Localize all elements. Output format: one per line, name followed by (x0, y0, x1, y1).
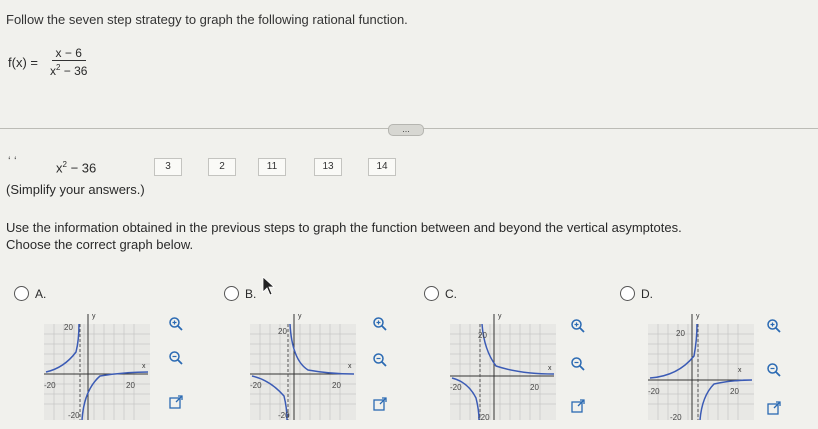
option-a-label: A. (35, 286, 47, 301)
simplify-hint: (Simplify your answers.) (6, 182, 145, 197)
y-max-label: 20 (278, 327, 287, 336)
zoom-in-icon[interactable] (168, 316, 184, 332)
zoom-out-icon[interactable] (168, 350, 184, 366)
option-b-radio[interactable] (224, 286, 239, 301)
y-max-label: 20 (478, 331, 487, 340)
answer-box-1[interactable]: 3 (154, 158, 182, 176)
zoom-out-icon[interactable] (570, 356, 586, 372)
x-axis-label: x (738, 367, 742, 374)
instruction-text: Follow the seven step strategy to graph the following rational function. (6, 12, 408, 27)
y-max-label: 20 (64, 323, 73, 332)
x-min-label: -20 (450, 383, 462, 392)
x-min-label: -20 (44, 381, 56, 390)
expand-graph-icon[interactable] (570, 398, 586, 414)
answer-box-5[interactable]: 14 (368, 158, 396, 176)
y-min-label: -20 (670, 413, 682, 422)
y-axis-label: y (298, 313, 302, 320)
expand-more-button[interactable]: ... (388, 124, 424, 136)
expr-rest: − 36 (66, 160, 97, 176)
factor-expression-text (56, 160, 96, 175)
x-axis-label: x (142, 363, 146, 370)
option-b-graph (250, 310, 356, 422)
y-max-label: 20 (676, 329, 685, 338)
function-fraction (46, 46, 91, 78)
expand-graph-icon[interactable] (168, 394, 184, 410)
option-c[interactable] (424, 286, 457, 301)
answer-box-4[interactable]: 13 (314, 158, 342, 176)
y-min-label: -20 (478, 413, 490, 422)
x-min-label: -20 (250, 381, 262, 390)
zoom-out-icon[interactable] (372, 352, 388, 368)
x-axis-label: x (548, 365, 552, 372)
function-definition (8, 46, 91, 78)
option-d-label: D. (641, 286, 653, 301)
zoom-in-icon[interactable] (766, 318, 782, 334)
x-max-label: 20 (332, 381, 341, 390)
zoom-in-icon[interactable] (372, 316, 388, 332)
expand-graph-icon[interactable] (766, 400, 782, 416)
corner-mark: ‘ ‘ (8, 154, 17, 168)
expr-base: x (56, 160, 63, 176)
option-b-label: B. (245, 286, 257, 301)
option-c-label: C. (445, 286, 457, 301)
y-min-label: -20 (278, 411, 290, 420)
option-b[interactable] (224, 286, 256, 301)
y-axis-label: y (498, 313, 502, 320)
x-max-label: 20 (530, 383, 539, 392)
y-min-label: -20 (68, 411, 80, 420)
answer-box-3[interactable]: 11 (258, 158, 286, 176)
zoom-out-icon[interactable] (766, 362, 782, 378)
option-c-graph (450, 310, 556, 422)
use-info-text: Use the information obtained in the previous steps to graph the function between and beyond the vertical asymptotes. (6, 220, 682, 235)
expr-exponent: 2 (62, 160, 67, 169)
option-a-radio[interactable] (14, 286, 29, 301)
denominator-base: x (49, 64, 56, 78)
option-c-radio[interactable] (424, 286, 439, 301)
x-min-label: -20 (648, 387, 660, 396)
answer-box-2[interactable]: 2 (208, 158, 236, 176)
denominator-rest: − 36 (60, 64, 88, 78)
x-max-label: 20 (730, 387, 739, 396)
zoom-in-icon[interactable] (570, 318, 586, 334)
option-d[interactable] (620, 286, 653, 301)
option-a[interactable] (14, 286, 46, 301)
y-axis-label: y (696, 313, 700, 320)
function-denominator (46, 61, 91, 78)
y-axis-label: y (92, 313, 96, 320)
option-a-graph (44, 310, 150, 422)
expand-graph-icon[interactable] (372, 396, 388, 412)
function-numerator: x − 6 (52, 46, 86, 61)
choose-text: Choose the correct graph below. (6, 237, 194, 252)
mouse-cursor-icon (262, 276, 276, 296)
x-max-label: 20 (126, 381, 135, 390)
option-d-radio[interactable] (620, 286, 635, 301)
option-d-graph (648, 310, 754, 422)
denominator-exponent: 2 (55, 63, 61, 72)
function-lhs: f(x) = (8, 54, 38, 70)
x-axis-label: x (348, 363, 352, 370)
